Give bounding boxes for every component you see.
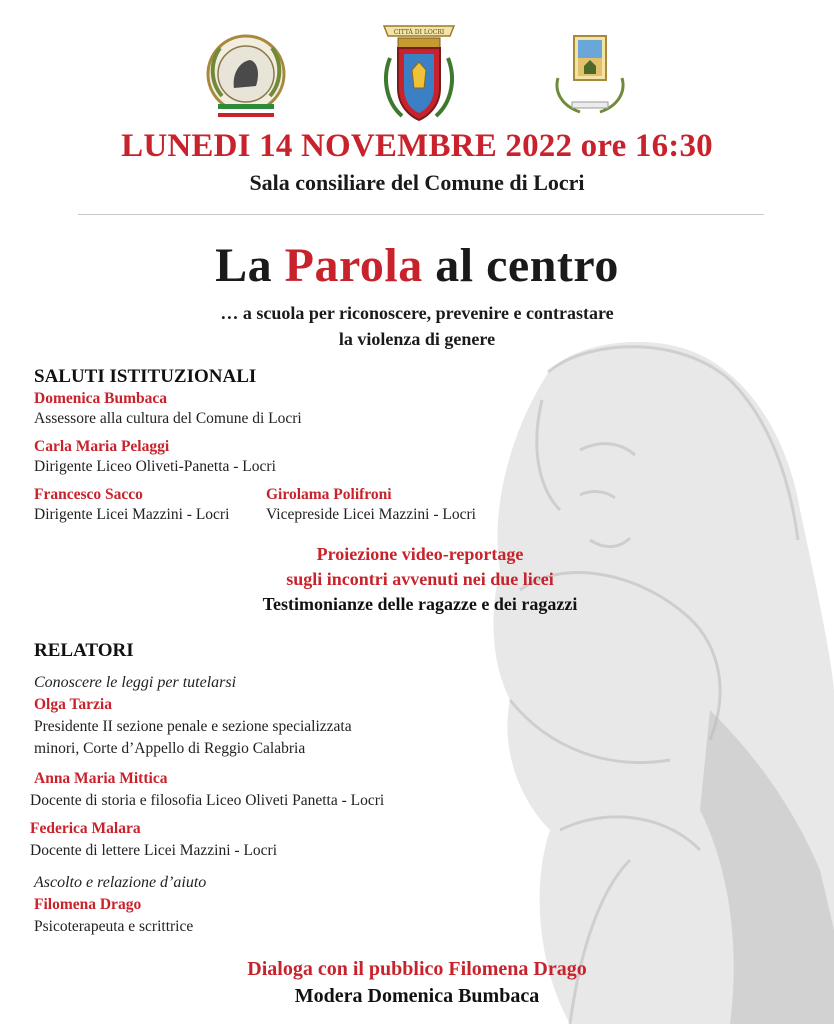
event-date: LUNEDI 14 NOVEMBRE 2022 ore 16:30 <box>121 128 713 164</box>
saluti-name: Carla Maria Pelaggi <box>34 438 170 455</box>
subtitle-line-1: … a scuola per riconoscere, prevenire e contrastare <box>220 303 614 323</box>
event-subtitle <box>0 300 834 352</box>
dialoga-line: Dialoga con il pubblico Filomena Drago <box>247 958 587 980</box>
event-venue: Sala consiliare del Comune di Locri <box>249 170 585 195</box>
relatori-topic: Ascolto e relazione d’aiuto <box>34 874 207 891</box>
proiezione-line-1: Proiezione video-reportage <box>316 544 524 564</box>
relatore-role: Presidente II sezione penale e sezione specializzata <box>34 718 352 735</box>
svg-text:CITTÀ DI LOCRI: CITTÀ DI LOCRI <box>393 29 445 36</box>
proiezione-line-2: sugli incontri avvenuti nei due licei <box>286 569 554 589</box>
title-part-3: al centro <box>435 239 619 292</box>
divider <box>78 214 764 215</box>
relatore-name: Filomena Drago <box>34 896 142 913</box>
liceo-crest <box>548 32 632 118</box>
relatori-topic: Conoscere le leggi per tutelarsi <box>34 674 237 691</box>
relatori-heading: RELATORI <box>34 640 134 661</box>
school-laurel-emblem <box>200 32 292 118</box>
event-title <box>0 238 834 293</box>
relatore-name: Anna Maria Mittica <box>34 770 168 787</box>
saluti-heading: SALUTI ISTITUZIONALI <box>34 366 257 387</box>
locri-coat-of-arms <box>376 18 462 124</box>
title-part-2: Parola <box>284 239 423 292</box>
relatore-role: Docente di lettere Licei Mazzini - Locri <box>30 842 278 859</box>
title-part-1: La <box>215 239 273 292</box>
relatore-name: Federica Malara <box>30 820 141 837</box>
relatore-role: Psicoterapeuta e scrittrice <box>34 918 194 935</box>
proiezione-block <box>170 542 670 592</box>
modera-line: Modera Domenica Bumbaca <box>294 985 540 1007</box>
saluti-role: Dirigente Licei Mazzini - Locri <box>34 506 230 523</box>
subtitle-line-2: la violenza di genere <box>338 329 496 349</box>
relatore-role: Docente di storia e filosofia Liceo Oliveti Panetta - Locri <box>30 792 385 809</box>
testimonianze-line: Testimonianze delle ragazze e dei ragazzi <box>262 594 578 614</box>
saluti-role: Assessore alla cultura del Comune di Locri <box>34 410 302 427</box>
saluti-role: Dirigente Liceo Oliveti-Panetta - Locri <box>34 458 276 475</box>
saluti-role: Vicepreside Licei Mazzini - Locri <box>266 506 476 523</box>
saluti-name: Francesco Sacco <box>34 486 143 503</box>
saluti-name: Domenica Bumbaca <box>34 390 168 407</box>
relatore-role: minori, Corte d’Appello di Reggio Calabria <box>34 740 306 757</box>
saluti-name: Girolama Polifroni <box>266 486 392 503</box>
relatore-name: Olga Tarzia <box>34 696 112 713</box>
